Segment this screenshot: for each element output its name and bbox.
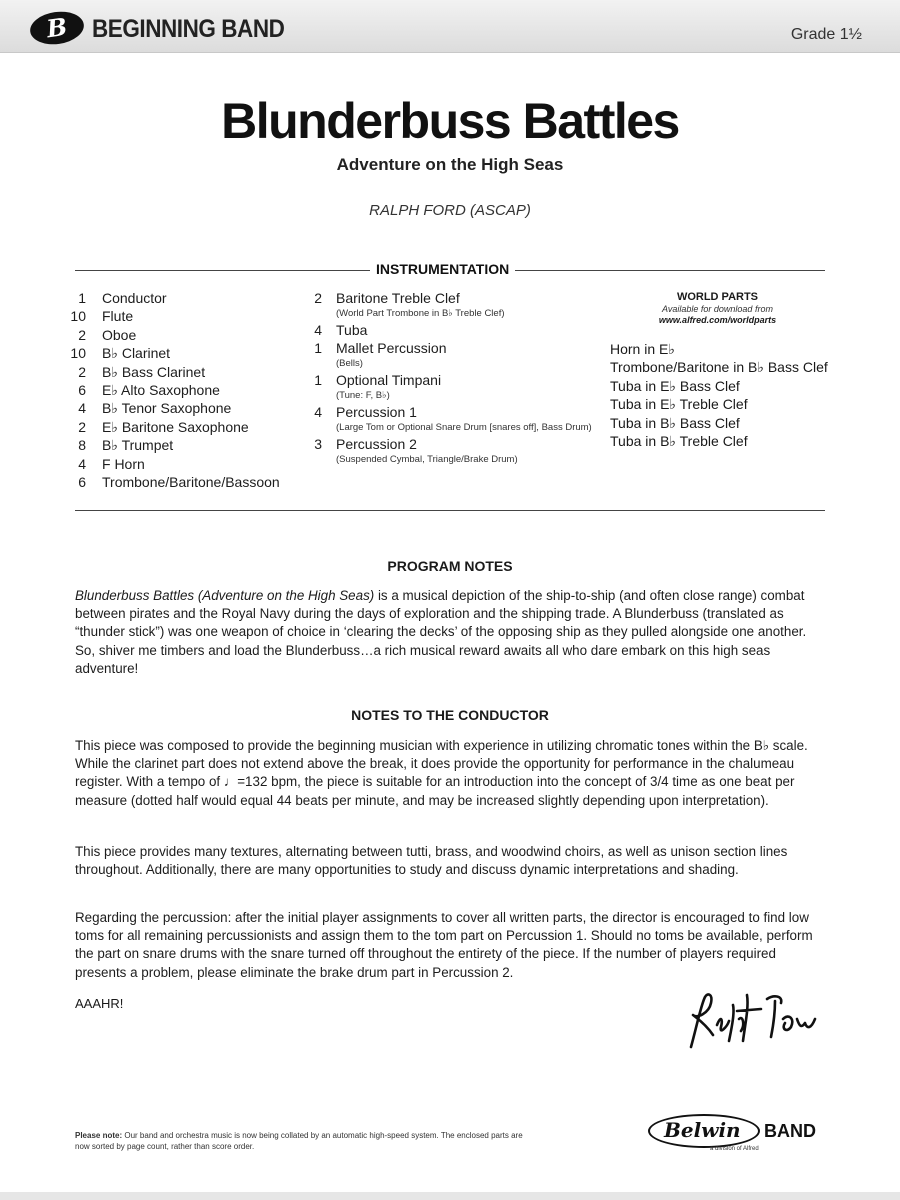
instrument-name: E♭ Baritone Saxophone <box>102 418 249 435</box>
instrument-row <box>310 339 592 357</box>
instrument-count: 4 <box>314 404 322 420</box>
instrument-row <box>58 418 280 436</box>
piece-title: Blunderbuss Battles <box>221 93 679 149</box>
instrumentation-column-1 <box>58 289 280 491</box>
instrument-name: B♭ Bass Clarinet <box>102 363 206 380</box>
instrument-name: Oboe <box>102 326 137 343</box>
instrument-name: Percussion 1 <box>336 404 417 420</box>
composer-signature <box>683 985 833 1055</box>
belwin-wordmark: Belwin <box>664 1118 741 1142</box>
world-part-item: Tuba in E♭ Bass Clef <box>610 377 740 394</box>
instrument-name: F Horn <box>102 455 145 472</box>
series-title: BEGINNING BAND <box>92 15 285 43</box>
instrument-name: B♭ Tenor Saxophone <box>102 400 232 417</box>
instrument-row <box>58 455 280 473</box>
instrument-row <box>58 363 280 381</box>
world-parts-box <box>610 290 828 450</box>
conductor-notes-paragraph-1: This piece was composed to provide the beginning musician with experience in utilizing chromatic tones within the B♭ scale. While the clarinet part does not extend above the break, it does provide the opportunity for performance in the chalumeau register. With a tempo of ♩=132 bpm, the piece is suitable for an introduction into the concept of 3/4 time as one beat per measure (dotted half would equal 44 beats per minute, and may be increased slightly depending upon interpretation). <box>75 738 808 808</box>
program-notes-italic-title: Blunderbuss Battles (Adventure on the High Seas) <box>75 588 375 603</box>
conductor-notes-paragraph-3: Regarding the percussion: after the initial player assignments to cover all written parts, the director is encouraged to find low toms for all remaining percussionists and assign them to the tom part on Percussion 1. Should no toms be available, perform the part on snare drums with the snare turned off throughout the entirety of the piece. If the number of players required presents a problem, please eliminate the brake drum part in Percussion 2. <box>75 910 813 980</box>
instrument-count: 6 <box>78 382 86 399</box>
instrument-count: 1 <box>314 340 322 356</box>
instrument-row <box>58 326 280 344</box>
instrument-row <box>310 403 592 421</box>
instrument-name: Mallet Percussion <box>336 340 447 356</box>
instrument-name: Baritone Treble Clef <box>336 290 460 306</box>
collation-note-text: Our band and orchestra music is now being collated by an automatic high-speed system. The enclosed parts are now sorted by page count, rather than score order. <box>75 1131 523 1151</box>
instrument-note: (Suspended Cymbal, Triangle/Brake Drum) <box>336 454 518 465</box>
instrument-row <box>310 435 592 453</box>
instrument-count: 2 <box>314 290 322 306</box>
closing-exclamation: AAAHR! <box>75 996 124 1011</box>
world-part-item: Tuba in E♭ Treble Clef <box>610 396 748 413</box>
instrument-row <box>58 289 280 307</box>
instrument-name: Conductor <box>102 290 167 306</box>
instrument-row <box>58 381 280 399</box>
program-notes-heading: PROGRAM NOTES <box>387 558 513 574</box>
instrument-name: Trombone/Baritone/Bassoon <box>102 474 280 491</box>
page-bottom-edge <box>0 1192 900 1200</box>
piece-subtitle: Adventure on the High Seas <box>336 155 564 174</box>
instrumentation-bottom-rule <box>75 510 825 511</box>
instrument-note: (Large Tom or Optional Snare Drum [snares off], Bass Drum) <box>336 422 592 433</box>
instrument-count: 10 <box>70 345 86 362</box>
collation-note <box>75 1130 525 1152</box>
instrument-name: Optional Timpani <box>336 372 442 388</box>
instrument-count: 4 <box>78 400 86 417</box>
world-part-item: Tuba in B♭ Bass Clef <box>610 414 740 431</box>
instrument-count: 3 <box>314 436 322 452</box>
instrument-name: B♭ Trumpet <box>102 437 174 454</box>
instrument-row <box>58 399 280 417</box>
instrument-name: Tuba <box>336 322 368 338</box>
instrument-count: 10 <box>70 308 86 325</box>
instrument-note: (World Part Trombone in B♭ Treble Clef) <box>336 308 505 319</box>
instrument-count: 1 <box>314 372 322 388</box>
world-parts-list <box>610 340 828 450</box>
world-part-item: Trombone/Baritone in B♭ Bass Clef <box>610 359 828 376</box>
instrument-count: 2 <box>78 418 86 435</box>
instrument-row <box>58 307 280 325</box>
conductor-notes-heading: NOTES TO THE CONDUCTOR <box>351 707 549 723</box>
beginning-band-logo: B <box>28 8 86 47</box>
instrument-row <box>58 344 280 362</box>
instrument-row <box>58 436 280 454</box>
instrument-name: B♭ Clarinet <box>102 345 171 362</box>
instrument-count: 1 <box>78 290 86 306</box>
instrumentation-heading: INSTRUMENTATION <box>370 261 515 277</box>
world-parts-url: www.alfred.com/worldparts <box>658 315 777 325</box>
composer-credit: RALPH FORD (ASCAP) <box>369 202 531 219</box>
grade-label: Grade 1½ <box>790 26 862 43</box>
instrument-note: (Bells) <box>336 358 363 369</box>
instrument-row <box>310 321 592 339</box>
instrument-row <box>310 371 592 389</box>
instrument-row <box>58 473 280 491</box>
world-parts-availability: Available for download from <box>662 304 773 314</box>
instrument-count: 4 <box>314 322 322 338</box>
world-part-item: Horn in E♭ <box>610 341 675 357</box>
world-part-item: Tuba in B♭ Treble Clef <box>610 433 748 450</box>
instrumentation-column-2 <box>310 289 592 467</box>
belwin-band-label: BAND <box>764 1121 816 1141</box>
program-notes-text <box>75 587 827 678</box>
collation-note-label: Please note: <box>75 1131 123 1140</box>
conductor-notes-paragraph-2: This piece provides many textures, alternating between tutti, brass, and woodwind choirs, as well as unison section lines throughout. Additionally, there are many opportunities to study and discuss dynamic interpretations and shading. <box>75 844 788 878</box>
instrument-row <box>310 289 592 307</box>
belwin-band-logo <box>648 1112 828 1154</box>
instrument-name: Flute <box>102 308 134 325</box>
instrument-name: Percussion 2 <box>336 436 417 452</box>
instrument-name: E♭ Alto Saxophone <box>102 382 220 399</box>
series-header-band <box>0 0 900 53</box>
instrument-count: 6 <box>78 474 86 491</box>
program-notes-body: is a musical depiction of the ship-to-ship (and often close range) combat between pirates and the Royal Navy during the days of exploration and the shipping trade. A Blunderbuss (translated as “thunder stick”) was one weapon of choice in ‘clearing the decks’ of the opposing ship as they pulled alongside one another. So, shiver me timbers and load the Blunderbuss…a rich musical reward awaits all who dare embark on this high seas adventure! <box>75 588 807 676</box>
instrument-count: 2 <box>78 326 86 343</box>
world-parts-heading: WORLD PARTS <box>676 291 759 303</box>
instrument-note: (Tune: F, B♭) <box>336 390 390 401</box>
instrument-count: 2 <box>78 363 86 380</box>
belwin-division-label: a division of Alfred <box>710 1146 759 1152</box>
instrument-count: 4 <box>78 455 86 472</box>
instrument-count: 8 <box>78 437 86 454</box>
